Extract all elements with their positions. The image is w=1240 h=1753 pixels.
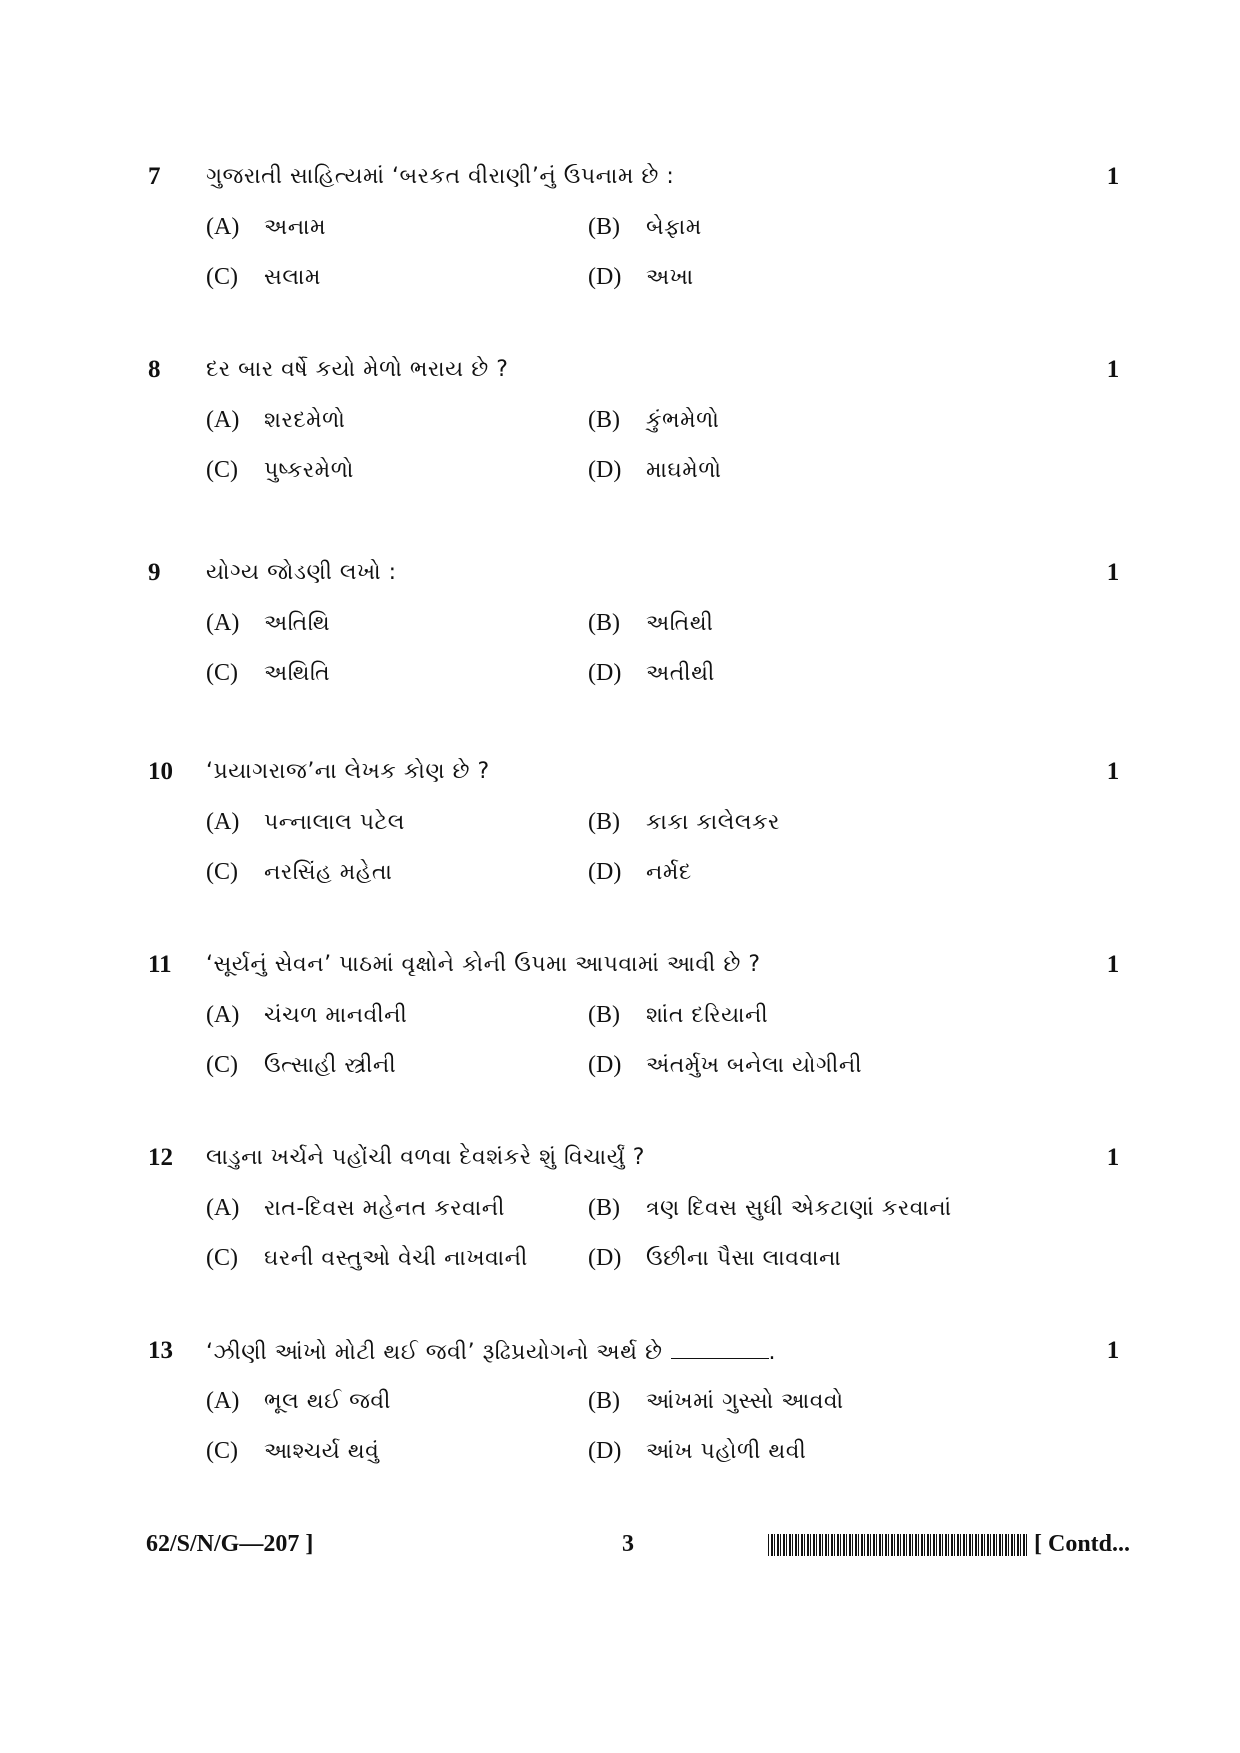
option-text: અથિતિ bbox=[264, 661, 331, 686]
option-letter: (D) bbox=[588, 1245, 622, 1271]
option-text: ઘરની વસ્તુઓ વેચી નાખવાની bbox=[264, 1246, 528, 1271]
option-b bbox=[588, 405, 719, 436]
question-text-wrapper bbox=[206, 1336, 1086, 1368]
option-letter: (A) bbox=[206, 610, 240, 636]
option-a bbox=[206, 212, 326, 243]
option-d bbox=[588, 658, 715, 689]
option-text: કુંભમેળો bbox=[646, 408, 720, 433]
option-d bbox=[588, 455, 721, 486]
option-c bbox=[206, 455, 354, 486]
option-text: અંતર્મુખ બનેલા યોગીની bbox=[646, 1053, 863, 1078]
option-text: સલામ bbox=[264, 265, 321, 290]
option-letter: (D) bbox=[588, 264, 622, 290]
option-text: શરદમેળો bbox=[264, 408, 346, 433]
option-text: પન્નાલાલ પટેલ bbox=[264, 810, 405, 835]
option-letter: (C) bbox=[206, 859, 238, 885]
question-number: 13 bbox=[148, 1337, 173, 1364]
question-number: 12 bbox=[148, 1144, 173, 1171]
option-d bbox=[588, 262, 694, 293]
question-text: ‘ઝીણી આંખો મોટી થઈ જવી’ રૂઢિપ્રયોગનો અર્થ છે bbox=[206, 1340, 663, 1365]
question-number: 7 bbox=[148, 163, 161, 190]
option-text: કાકા કાલેલકર bbox=[646, 810, 780, 835]
option-letter: (D) bbox=[588, 660, 622, 686]
option-c bbox=[206, 1436, 379, 1467]
option-letter: (C) bbox=[206, 1438, 238, 1464]
option-letter: (B) bbox=[588, 809, 620, 835]
option-c bbox=[206, 857, 392, 888]
option-letter: (C) bbox=[206, 1052, 238, 1078]
question-marks: 1 bbox=[1106, 559, 1120, 586]
option-text: આંખમાં ગુસ્સો આવવો bbox=[646, 1389, 844, 1414]
continued-label: [ Contd... bbox=[1034, 1531, 1131, 1557]
option-text: અખા bbox=[646, 265, 694, 290]
option-text: ત્રણ દિવસ સુધી એકટાણાં કરવાનાં bbox=[646, 1196, 952, 1221]
option-letter: (A) bbox=[206, 1388, 240, 1414]
option-letter: (C) bbox=[206, 264, 238, 290]
option-text: ચંચળ માનવીની bbox=[264, 1003, 408, 1028]
question-text: યોગ્ય જોડણી લખો : bbox=[206, 560, 397, 585]
option-text: અનામ bbox=[264, 215, 327, 240]
option-letter: (A) bbox=[206, 1002, 240, 1028]
page-number: 3 bbox=[622, 1531, 634, 1557]
option-letter: (D) bbox=[588, 457, 622, 483]
question-text: ‘પ્રયાગરાજ’ના લેખક કોણ છે ? bbox=[206, 759, 490, 784]
option-b bbox=[588, 1386, 844, 1417]
option-letter: (A) bbox=[206, 1195, 240, 1221]
question-marks: 1 bbox=[1106, 163, 1120, 190]
option-text: શાંત દરિયાની bbox=[646, 1003, 769, 1028]
fill-in-blank bbox=[671, 1336, 769, 1359]
option-b bbox=[588, 608, 713, 639]
option-d bbox=[588, 1436, 806, 1467]
question-marks: 1 bbox=[1106, 1337, 1120, 1364]
option-letter: (B) bbox=[588, 1002, 620, 1028]
option-text: પુષ્કરમેળો bbox=[264, 458, 354, 483]
question-marks: 1 bbox=[1106, 1144, 1120, 1171]
question-text: ‘સૂર્યનું સેવન’ પાઠમાં વૃક્ષોને કોની ઉપમા આપવામાં આવી છે ? bbox=[206, 952, 761, 977]
option-c bbox=[206, 1243, 528, 1274]
option-c bbox=[206, 1050, 396, 1081]
option-text: ઉત્સાહી સ્ત્રીની bbox=[264, 1053, 397, 1078]
option-letter: (A) bbox=[206, 407, 240, 433]
option-a bbox=[206, 1386, 391, 1417]
option-letter: (D) bbox=[588, 1052, 622, 1078]
question-marks: 1 bbox=[1106, 951, 1120, 978]
option-b bbox=[588, 212, 702, 243]
option-text: અતિથી bbox=[646, 611, 714, 636]
option-b bbox=[588, 807, 780, 838]
question-number: 8 bbox=[148, 356, 161, 383]
option-d bbox=[588, 1050, 862, 1081]
option-c bbox=[206, 262, 321, 293]
option-letter: (D) bbox=[588, 859, 622, 885]
question-number: 11 bbox=[148, 951, 172, 978]
option-text: આંખ પહોળી થવી bbox=[646, 1439, 807, 1464]
option-letter: (C) bbox=[206, 457, 238, 483]
option-letter: (B) bbox=[588, 610, 620, 636]
option-text: માઘમેળો bbox=[646, 458, 722, 483]
option-letter: (B) bbox=[588, 1388, 620, 1414]
option-letter: (A) bbox=[206, 809, 240, 835]
option-letter: (A) bbox=[206, 214, 240, 240]
option-text: ભૂલ થઈ જવી bbox=[264, 1389, 391, 1414]
question-marks: 1 bbox=[1106, 758, 1120, 785]
option-text: ઉછીના પૈસા લાવવાના bbox=[646, 1246, 842, 1271]
option-letter: (B) bbox=[588, 214, 620, 240]
option-text: આશ્ચર્ય થવું bbox=[264, 1439, 380, 1464]
paper-code: 62/S/N/G—207 ] bbox=[146, 1531, 314, 1557]
option-text: નરસિંહ મહેતા bbox=[264, 860, 393, 885]
option-a bbox=[206, 807, 405, 838]
question-marks: 1 bbox=[1106, 356, 1120, 383]
option-d bbox=[588, 857, 692, 888]
option-letter: (D) bbox=[588, 1438, 622, 1464]
option-text: અતિથિ bbox=[264, 611, 331, 636]
option-a bbox=[206, 608, 330, 639]
option-a bbox=[206, 1193, 505, 1224]
question-number: 10 bbox=[148, 758, 173, 785]
option-text: નર્મદ bbox=[646, 860, 692, 885]
option-b bbox=[588, 1000, 768, 1031]
option-letter: (C) bbox=[206, 1245, 238, 1271]
option-text: રાત-દિવસ મહેનત કરવાની bbox=[264, 1196, 505, 1221]
option-a bbox=[206, 1000, 407, 1031]
question-number: 9 bbox=[148, 559, 161, 586]
option-c bbox=[206, 658, 330, 689]
question-text: ગુજરાતી સાહિત્યમાં ‘બરકત વીરાણી’નું ઉપનામ છે : bbox=[206, 164, 675, 189]
page-footer bbox=[0, 1528, 1240, 1564]
question-text-end: . bbox=[768, 1340, 777, 1365]
option-text: અતીથી bbox=[646, 661, 715, 686]
option-d bbox=[588, 1243, 841, 1274]
option-text: બેફામ bbox=[646, 215, 702, 240]
option-letter: (B) bbox=[588, 407, 620, 433]
option-letter: (B) bbox=[588, 1195, 620, 1221]
question-text: લાડુના ખર્ચને પહોંચી વળવા દેવશંકરે શું વિચાર્યું ? bbox=[206, 1145, 645, 1170]
question-text: દર બાર વર્ષે કયો મેળો ભરાય છે ? bbox=[206, 357, 509, 382]
option-b bbox=[588, 1193, 952, 1224]
option-letter: (C) bbox=[206, 660, 238, 686]
option-a bbox=[206, 405, 345, 436]
barcode-icon bbox=[768, 1534, 1028, 1556]
